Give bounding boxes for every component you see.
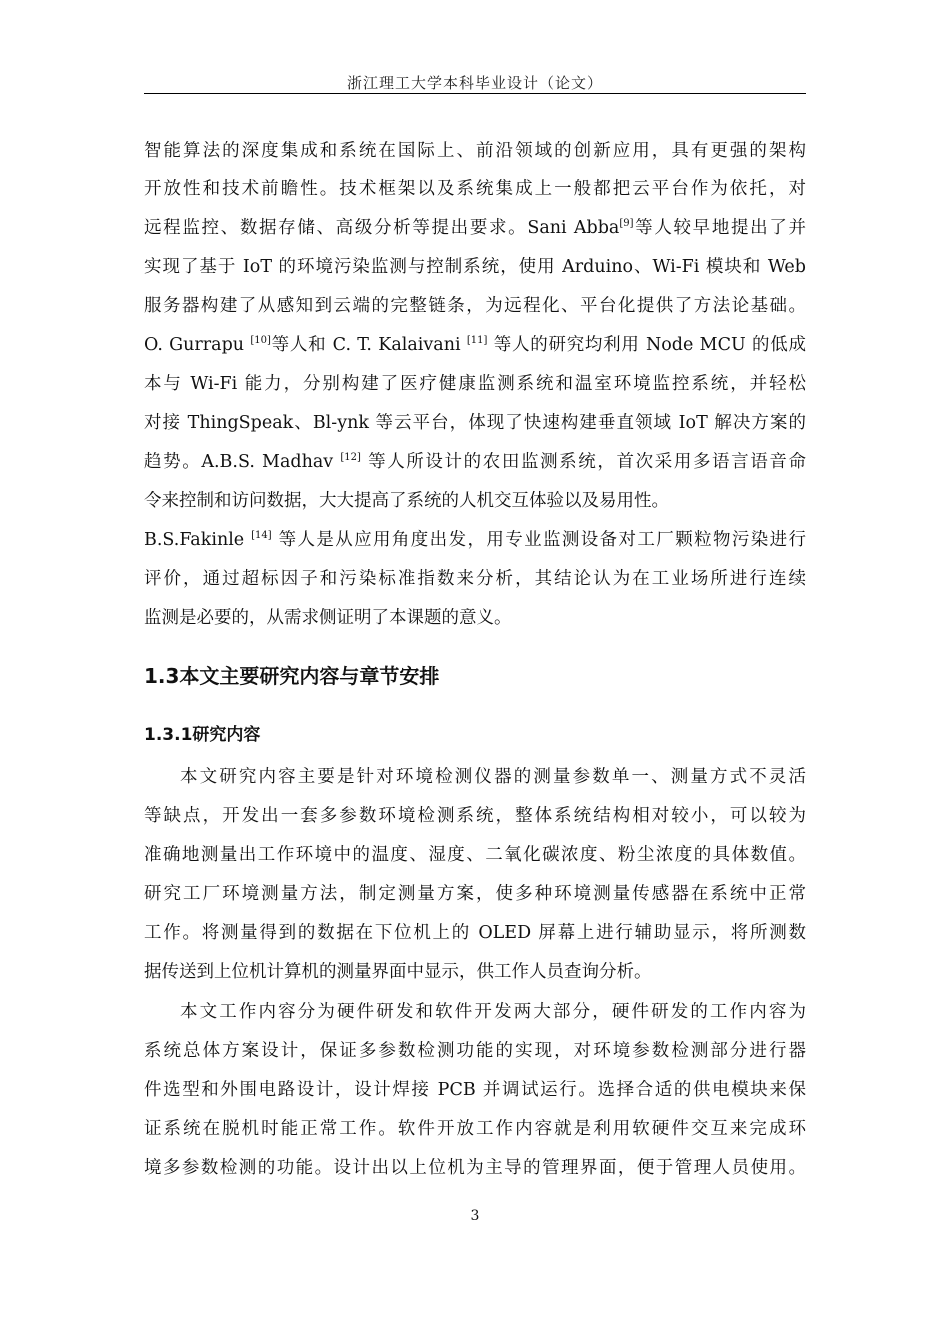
- page-number: 3: [470, 1208, 480, 1224]
- section-heading: 1.3本文主要研究内容与章节安排: [144, 664, 440, 688]
- para2-line1: 本文研究内容主要是针对环境检测仪器的测量参数单一、测量方式不灵活: [180, 767, 806, 787]
- text-run: 等人和 C. T. Kalaivani: [270, 335, 467, 355]
- para1-line3: [144, 217, 806, 239]
- para3-line5: 境多参数检测的功能。设计出以上位机为主导的管理界面，便于管理人员使用。: [144, 1158, 806, 1178]
- para1-line5: 服务器构建了从感知到云端的完整链条，为远程化、平台化提供了方法论基础。: [144, 296, 806, 316]
- text-run: 等人是从应用角度出发，用专业监测设备对工厂颗粒物污染进行: [271, 530, 807, 550]
- header-divider: [144, 93, 806, 94]
- para1-line6: [144, 334, 806, 356]
- para1-line8: 对接 ThingSpeak、Bl-ynk 等云平台，体现了快速构建垂直领域 IoT 解决方案的: [144, 413, 806, 433]
- text-run: 等人所设计的农田监测系统，首次采用多语言语音命: [360, 452, 806, 472]
- text-run: 等人的研究均利用 Node MCU 的低成: [487, 335, 806, 355]
- para1-line11: [144, 529, 806, 551]
- para2-line3: 准确地测量出工作环境中的温度、湿度、二氧化碳浓度、粉尘浓度的具体数值。: [144, 845, 806, 865]
- para1-line12: 评价，通过超标因子和污染标准指数来分析，其结论认为在工业场所进行连续: [144, 569, 806, 589]
- para3-line1: 本文工作内容分为硬件研发和软件开发两大部分，硬件研发的工作内容为: [180, 1002, 806, 1022]
- citation-ref: [10]: [250, 335, 271, 346]
- para2-line5: 工作。将测量得到的数据在下位机上的 OLED 屏幕上进行辅助显示，将所测数: [144, 923, 806, 943]
- citation-ref: [11]: [466, 335, 488, 346]
- para3-line2: 系统总体方案设计，保证多参数检测功能的实现，对环境参数检测部分进行器: [144, 1041, 806, 1061]
- text-run: 等人较早地提出了并: [633, 218, 806, 238]
- para2-line2: 等缺点，开发出一套多参数环境检测系统，整体系统结构相对较小，可以较为: [144, 806, 806, 826]
- para1-line10: 令来控制和访问数据，大大提高了系统的人机交互体验以及易用性。: [144, 491, 669, 511]
- para1-line9: [144, 451, 806, 473]
- para3-line4: 证系统在脱机时能正常工作。软件开放工作内容就是利用软硬件交互来完成环: [144, 1119, 806, 1139]
- text-run: 趋势。A.B.S. Madhav: [144, 452, 341, 472]
- para1-line1: 智能算法的深度集成和系统在国际上、前沿领域的创新应用，具有更强的架构: [144, 141, 806, 161]
- citation-ref: [12]: [340, 452, 361, 463]
- citation-ref: [14]: [251, 530, 272, 541]
- subsection-heading: 1.3.1研究内容: [144, 725, 261, 745]
- para3-line3: 件选型和外围电路设计，设计焊接 PCB 并调试运行。选择合适的供电模块来保: [144, 1080, 806, 1100]
- para1-line2: 开放性和技术前瞻性。技术框架以及系统集成上一般都把云平台作为依托，对: [144, 179, 806, 199]
- citation-ref: [9]: [619, 218, 634, 229]
- para2-line6: 据传送到上位机计算机的测量界面中显示，供工作人员查询分析。: [144, 962, 652, 982]
- para1-line4: 实现了基于 IoT 的环境污染监测与控制系统，使用 Arduino、Wi-Fi 模块和 Web: [144, 257, 806, 277]
- page-header: 浙江理工大学本科毕业设计（论文）: [346, 74, 603, 92]
- text-run: B.S.Fakinle: [144, 530, 252, 550]
- text-run: 远程监控、数据存储、高级分析等提出要求。Sani Abba: [144, 218, 620, 238]
- para1-line7: 本与 Wi-Fi 能力，分别构建了医疗健康监测系统和温室环境监控系统，并轻松: [144, 374, 806, 394]
- text-run: O. Gurrapu: [144, 335, 251, 355]
- para2-line4: 研究工厂环境测量方法，制定测量方案，使多种环境测量传感器在系统中正常: [144, 884, 806, 904]
- para1-line13: 监测是必要的，从需求侧证明了本课题的意义。: [144, 608, 512, 628]
